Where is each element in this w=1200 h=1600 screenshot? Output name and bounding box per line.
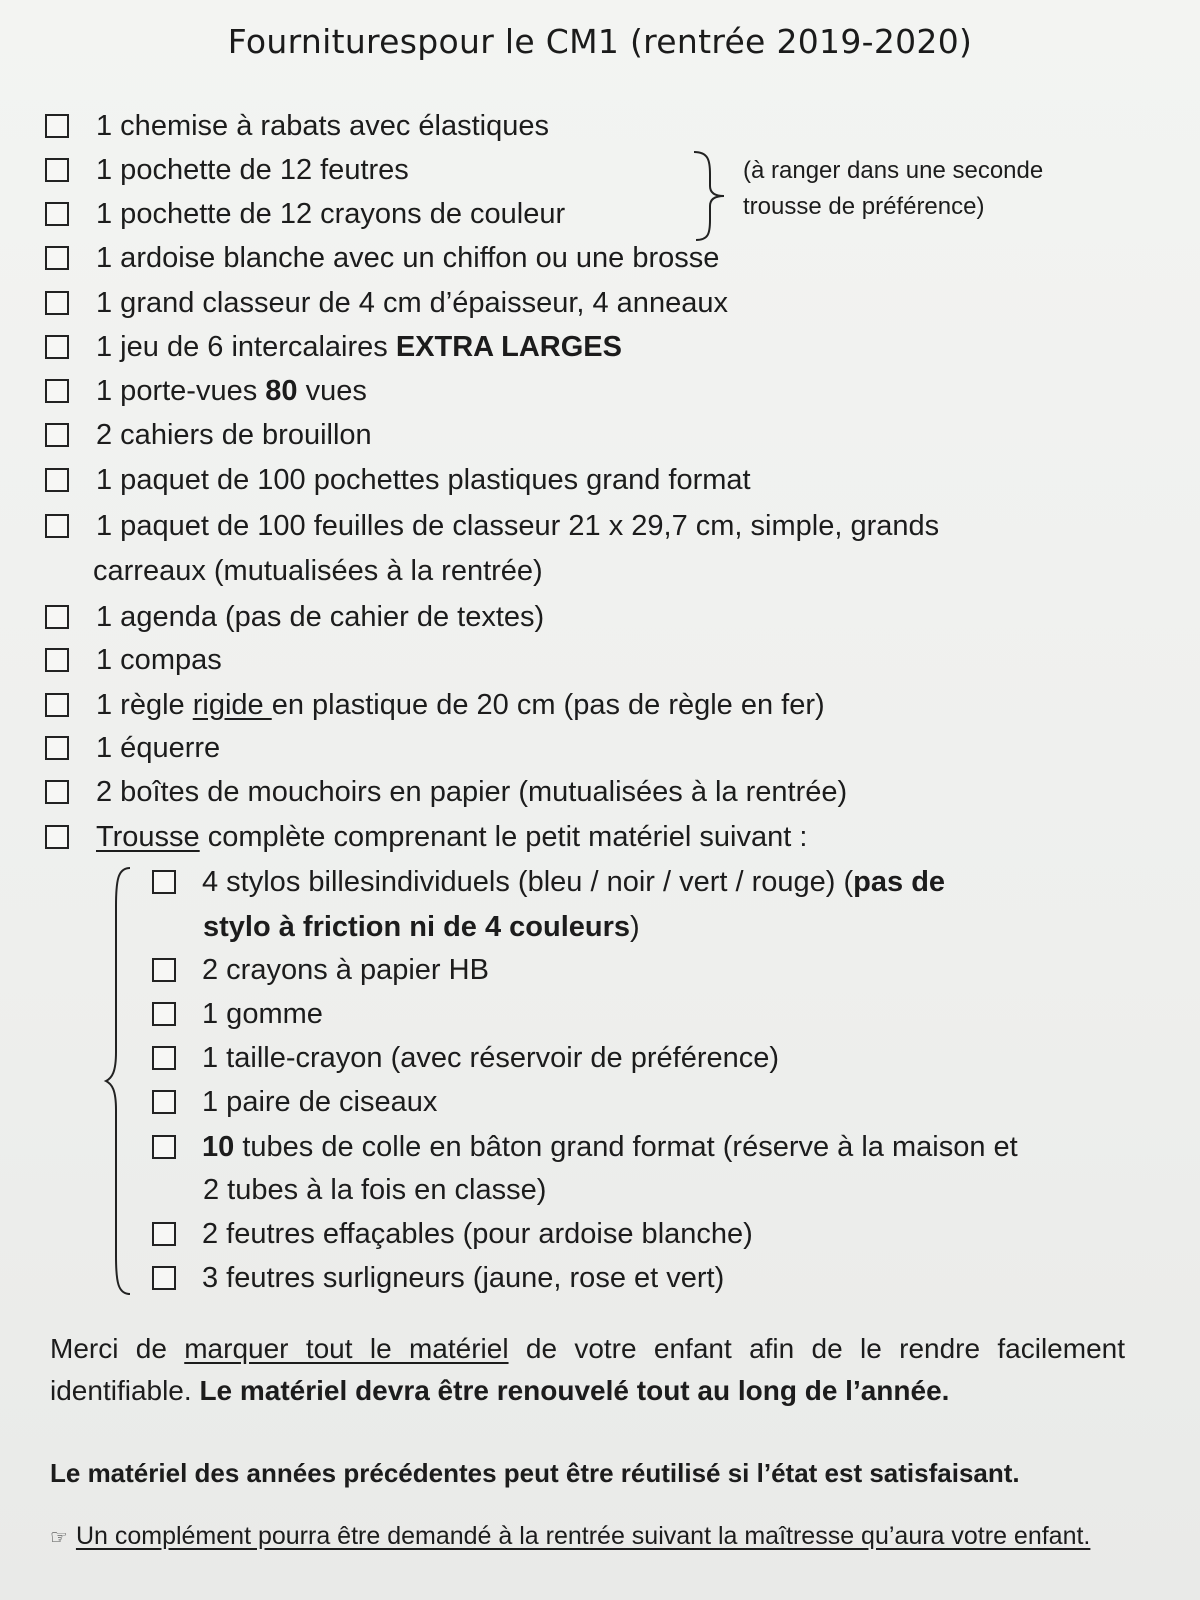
item-label: 1 paire de ciseaux <box>202 1085 438 1118</box>
checkbox[interactable] <box>152 1002 176 1026</box>
item-label: 1 équerre <box>96 731 221 764</box>
list-item <box>45 327 622 367</box>
item-label: 2 feutres effaçables (pour ardoise blanche) <box>202 1217 753 1250</box>
message-text: de votre enfant afin de le rendre facilement identifiable. <box>50 1333 1125 1406</box>
side-note-line: trousse de préférence) <box>743 193 985 220</box>
checkbox[interactable] <box>152 870 176 894</box>
trousse-item <box>152 1214 753 1254</box>
checkbox[interactable] <box>45 825 69 849</box>
list-item <box>45 728 220 768</box>
trousse-item <box>152 1258 724 1298</box>
item-underlined: rigide <box>192 688 272 721</box>
list-item <box>45 597 544 637</box>
checkbox[interactable] <box>45 335 69 359</box>
list-item <box>45 371 367 411</box>
checkbox[interactable] <box>45 379 69 403</box>
item-label: 1 compas <box>96 643 222 676</box>
checkbox[interactable] <box>45 780 69 804</box>
trousse-item <box>152 1038 779 1078</box>
item-label: 2 boîtes de mouchoirs en papier (mutualisées à la rentrée) <box>96 775 848 808</box>
list-item <box>45 150 409 190</box>
item-label: 2 crayons à papier HB <box>202 953 489 986</box>
side-note-line: (à ranger dans une seconde <box>743 157 1044 184</box>
checkbox[interactable] <box>45 423 69 447</box>
item-emphasis: 10 <box>202 1130 235 1163</box>
item-label: 3 feutres surligneurs (jaune, rose et vert) <box>202 1261 725 1294</box>
trousse-item <box>152 862 945 902</box>
list-item <box>45 460 751 500</box>
footnote-text: Un complément pourra être demandé à la rentrée suivant la maîtresse qu’aura votre enfant. <box>75 1522 1091 1550</box>
item-label <box>96 689 825 722</box>
item-text: 1 règle <box>96 688 193 721</box>
pointing-hand-icon: ☞ <box>50 1527 68 1549</box>
item-text: en plastique de 20 cm (pas de règle en fer) <box>271 688 825 721</box>
item-text: complète comprenant le petit matériel suivant : <box>199 820 808 853</box>
item-label <box>202 1131 1018 1164</box>
checkbox[interactable] <box>152 958 176 982</box>
message-emphasis: Le matériel devra être renouvelé tout au long de l’année. <box>199 1375 950 1406</box>
checkbox[interactable] <box>45 246 69 270</box>
item-label: 1 paquet de 100 pochettes plastiques grand format <box>96 463 751 496</box>
checkbox[interactable] <box>45 648 69 672</box>
reuse-note: Le matériel des années précédentes peut être réutilisé si l’état est satisfaisant. <box>50 1458 1020 1488</box>
checkbox[interactable] <box>45 468 69 492</box>
item-text: 4 stylos billesindividuels (bleu / noir / vert / rouge) ( <box>202 865 854 898</box>
left-brace <box>104 866 134 1296</box>
item-emphasis: 80 <box>265 374 298 407</box>
item-label: 1 paquet de 100 feuilles de classeur 21 x 29,7 cm, simple, grands <box>96 509 940 542</box>
right-brace <box>692 150 732 242</box>
checkbox[interactable] <box>45 114 69 138</box>
checkbox[interactable] <box>45 514 69 538</box>
checkbox[interactable] <box>45 202 69 226</box>
trousse-item <box>152 950 489 990</box>
item-label: 1 chemise à rabats avec élastiques <box>96 109 549 142</box>
list-item <box>45 772 847 812</box>
checkbox[interactable] <box>152 1266 176 1290</box>
item-label: 1 gomme <box>202 997 323 1030</box>
checkbox[interactable] <box>45 291 69 315</box>
list-item <box>45 415 372 455</box>
list-item <box>45 506 939 546</box>
item-text: 1 jeu de 6 intercalaires <box>96 330 396 363</box>
item-label <box>202 866 945 899</box>
item-emphasis: stylo à friction ni de 4 couleurs <box>203 911 631 943</box>
checkbox[interactable] <box>45 736 69 760</box>
item-text: ) <box>630 911 640 943</box>
list-item <box>45 817 807 857</box>
item-emphasis: EXTRA LARGES <box>395 330 622 363</box>
item-label: 1 agenda (pas de cahier de textes) <box>96 600 545 633</box>
item-label-continued <box>203 911 640 944</box>
checkbox[interactable] <box>152 1222 176 1246</box>
message-text: Merci de <box>50 1333 185 1364</box>
checkbox[interactable] <box>152 1090 176 1114</box>
item-label <box>96 821 807 854</box>
trousse-item <box>152 1127 1018 1167</box>
message-underlined: marquer tout le matériel <box>184 1333 509 1364</box>
list-item <box>45 685 825 725</box>
item-label <box>96 331 622 364</box>
item-emphasis: pas de <box>853 865 946 898</box>
item-underlined: Trousse <box>96 820 200 853</box>
list-item <box>45 194 565 234</box>
item-label: 1 pochette de 12 feutres <box>96 153 409 186</box>
list-item <box>45 640 222 680</box>
checkbox[interactable] <box>45 605 69 629</box>
checkbox[interactable] <box>152 1046 176 1070</box>
list-item <box>45 283 728 323</box>
item-label: 1 taille-crayon (avec réservoir de préférence) <box>202 1041 780 1074</box>
item-label <box>96 375 367 408</box>
item-label-continued: carreaux (mutualisées à la rentrée) <box>93 555 543 587</box>
checkbox[interactable] <box>45 158 69 182</box>
message-paragraph <box>50 1328 1125 1412</box>
item-text: 1 porte-vues <box>96 374 266 407</box>
trousse-item <box>152 994 323 1034</box>
checkbox[interactable] <box>45 693 69 717</box>
page-title: Fourniturespour le CM1 (rentrée 2019-2020) <box>227 22 973 61</box>
item-text: vues <box>297 374 367 407</box>
trousse-item <box>152 1082 437 1122</box>
item-label-continued: 2 tubes à la fois en classe) <box>203 1174 547 1206</box>
checkbox[interactable] <box>152 1135 176 1159</box>
item-label: 1 grand classeur de 4 cm d’épaisseur, 4 anneaux <box>96 286 728 319</box>
item-label: 1 ardoise blanche avec un chiffon ou une brosse <box>96 241 720 274</box>
item-label: 2 cahiers de brouillon <box>96 418 372 451</box>
footnote <box>50 1520 1120 1555</box>
list-item <box>45 106 549 146</box>
item-text: tubes de colle en bâton grand format (réserve à la maison et <box>234 1130 1018 1163</box>
list-item <box>45 238 719 278</box>
item-label: 1 pochette de 12 crayons de couleur <box>96 197 566 230</box>
